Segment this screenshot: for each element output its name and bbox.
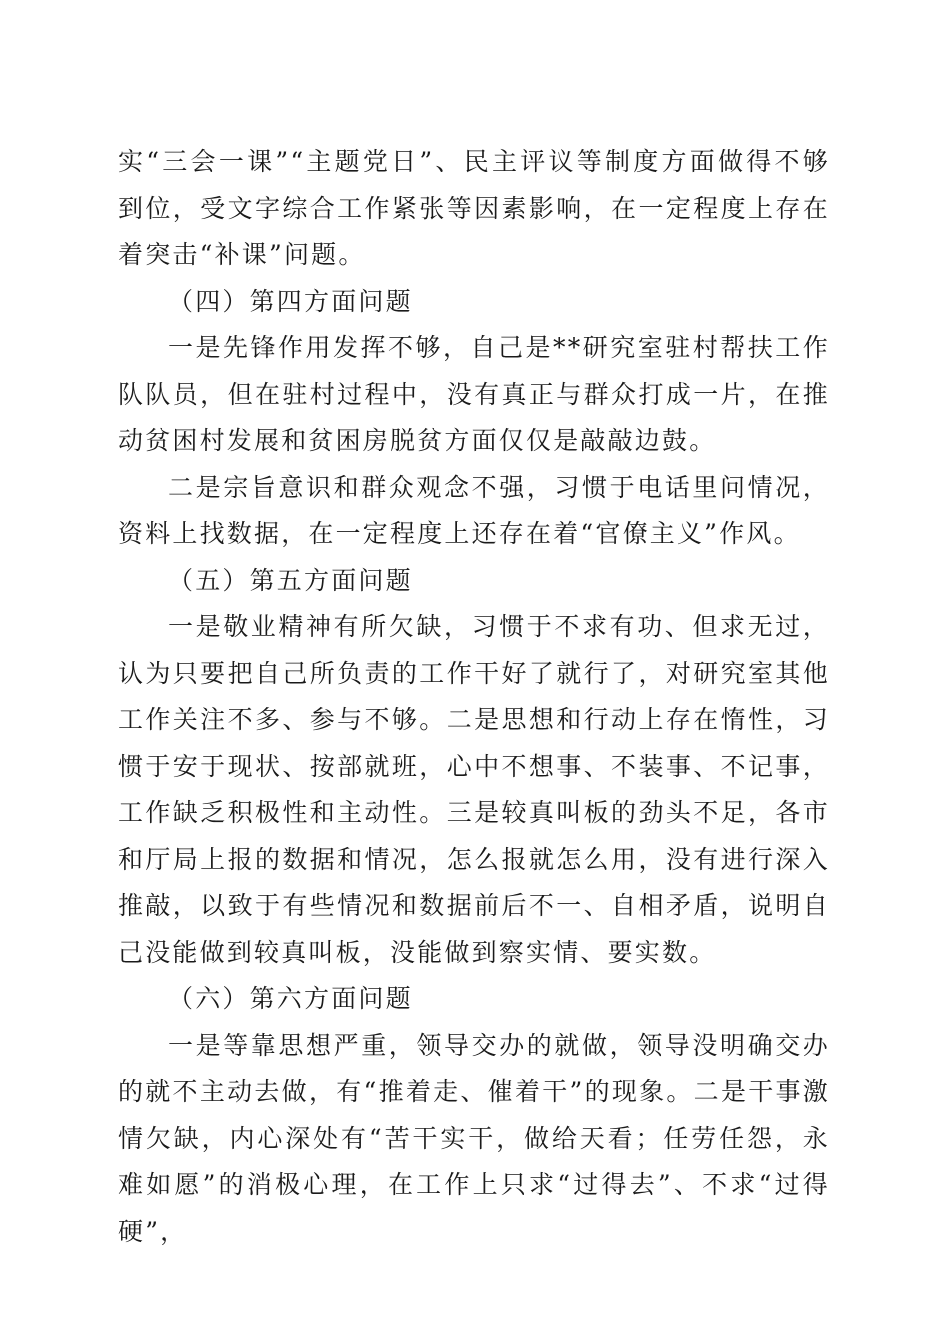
section-heading-5: （五）第五方面问题: [168, 565, 413, 595]
paragraph-continuation: 实“三会一课”“主题党日”、民主评议等制度方面做得不够到位，受文字综合工作紧张等因素影响，在一定程度上存在着突击“补课”问题。: [118, 147, 830, 269]
section-heading-4: （四）第四方面问题: [168, 286, 413, 316]
document-body: [118, 139, 830, 1255]
paragraph-4-1: 一是先锋作用发挥不够，自己是**研究室驻村帮扶工作队队员，但在驻村过程中，没有真正与群众打成一片，在推动贫困村发展和贫困房脱贫方面仅仅是敲敲边鼓。: [118, 333, 830, 455]
paragraph-4-2: 二是宗旨意识和群众观念不强，习惯于电话里问情况，资料上找数据，在一定程度上还存在着“官僚主义”作风。: [118, 472, 830, 548]
paragraph-5-1: 一是敬业精神有所欠缺，习惯于不求有功、但求无过，认为只要把自己所负责的工作干好了就行了，对研究室其他工作关注不多、参与不够。二是思想和行动上存在惰性，习惯于安于现状、按部就班，心中不想事、不装事、不记事，工作缺乏积极性和主动性。三是较真叫板的劲头不足，各市和厅局上报的数据和情况，怎么报就怎么用，没有进行深入推敲，以致于有些情况和数据前后不一、自相矛盾，说明自己没能做到较真叫板，没能做到察实情、要实数。: [118, 612, 830, 967]
section-heading-6: （六）第六方面问题: [168, 984, 413, 1013]
paragraph-6-1: 一是等靠思想严重，领导交办的就做，领导没明确交办的就不主动去做，有“推着走、催着干”的现象。二是干事激情欠缺，内心深处有“苦干实干，做给天看；任劳任怨，永难如愿”的消极心理，在工作上只求“过得去”、不求“过得硬”，: [118, 1030, 830, 1246]
